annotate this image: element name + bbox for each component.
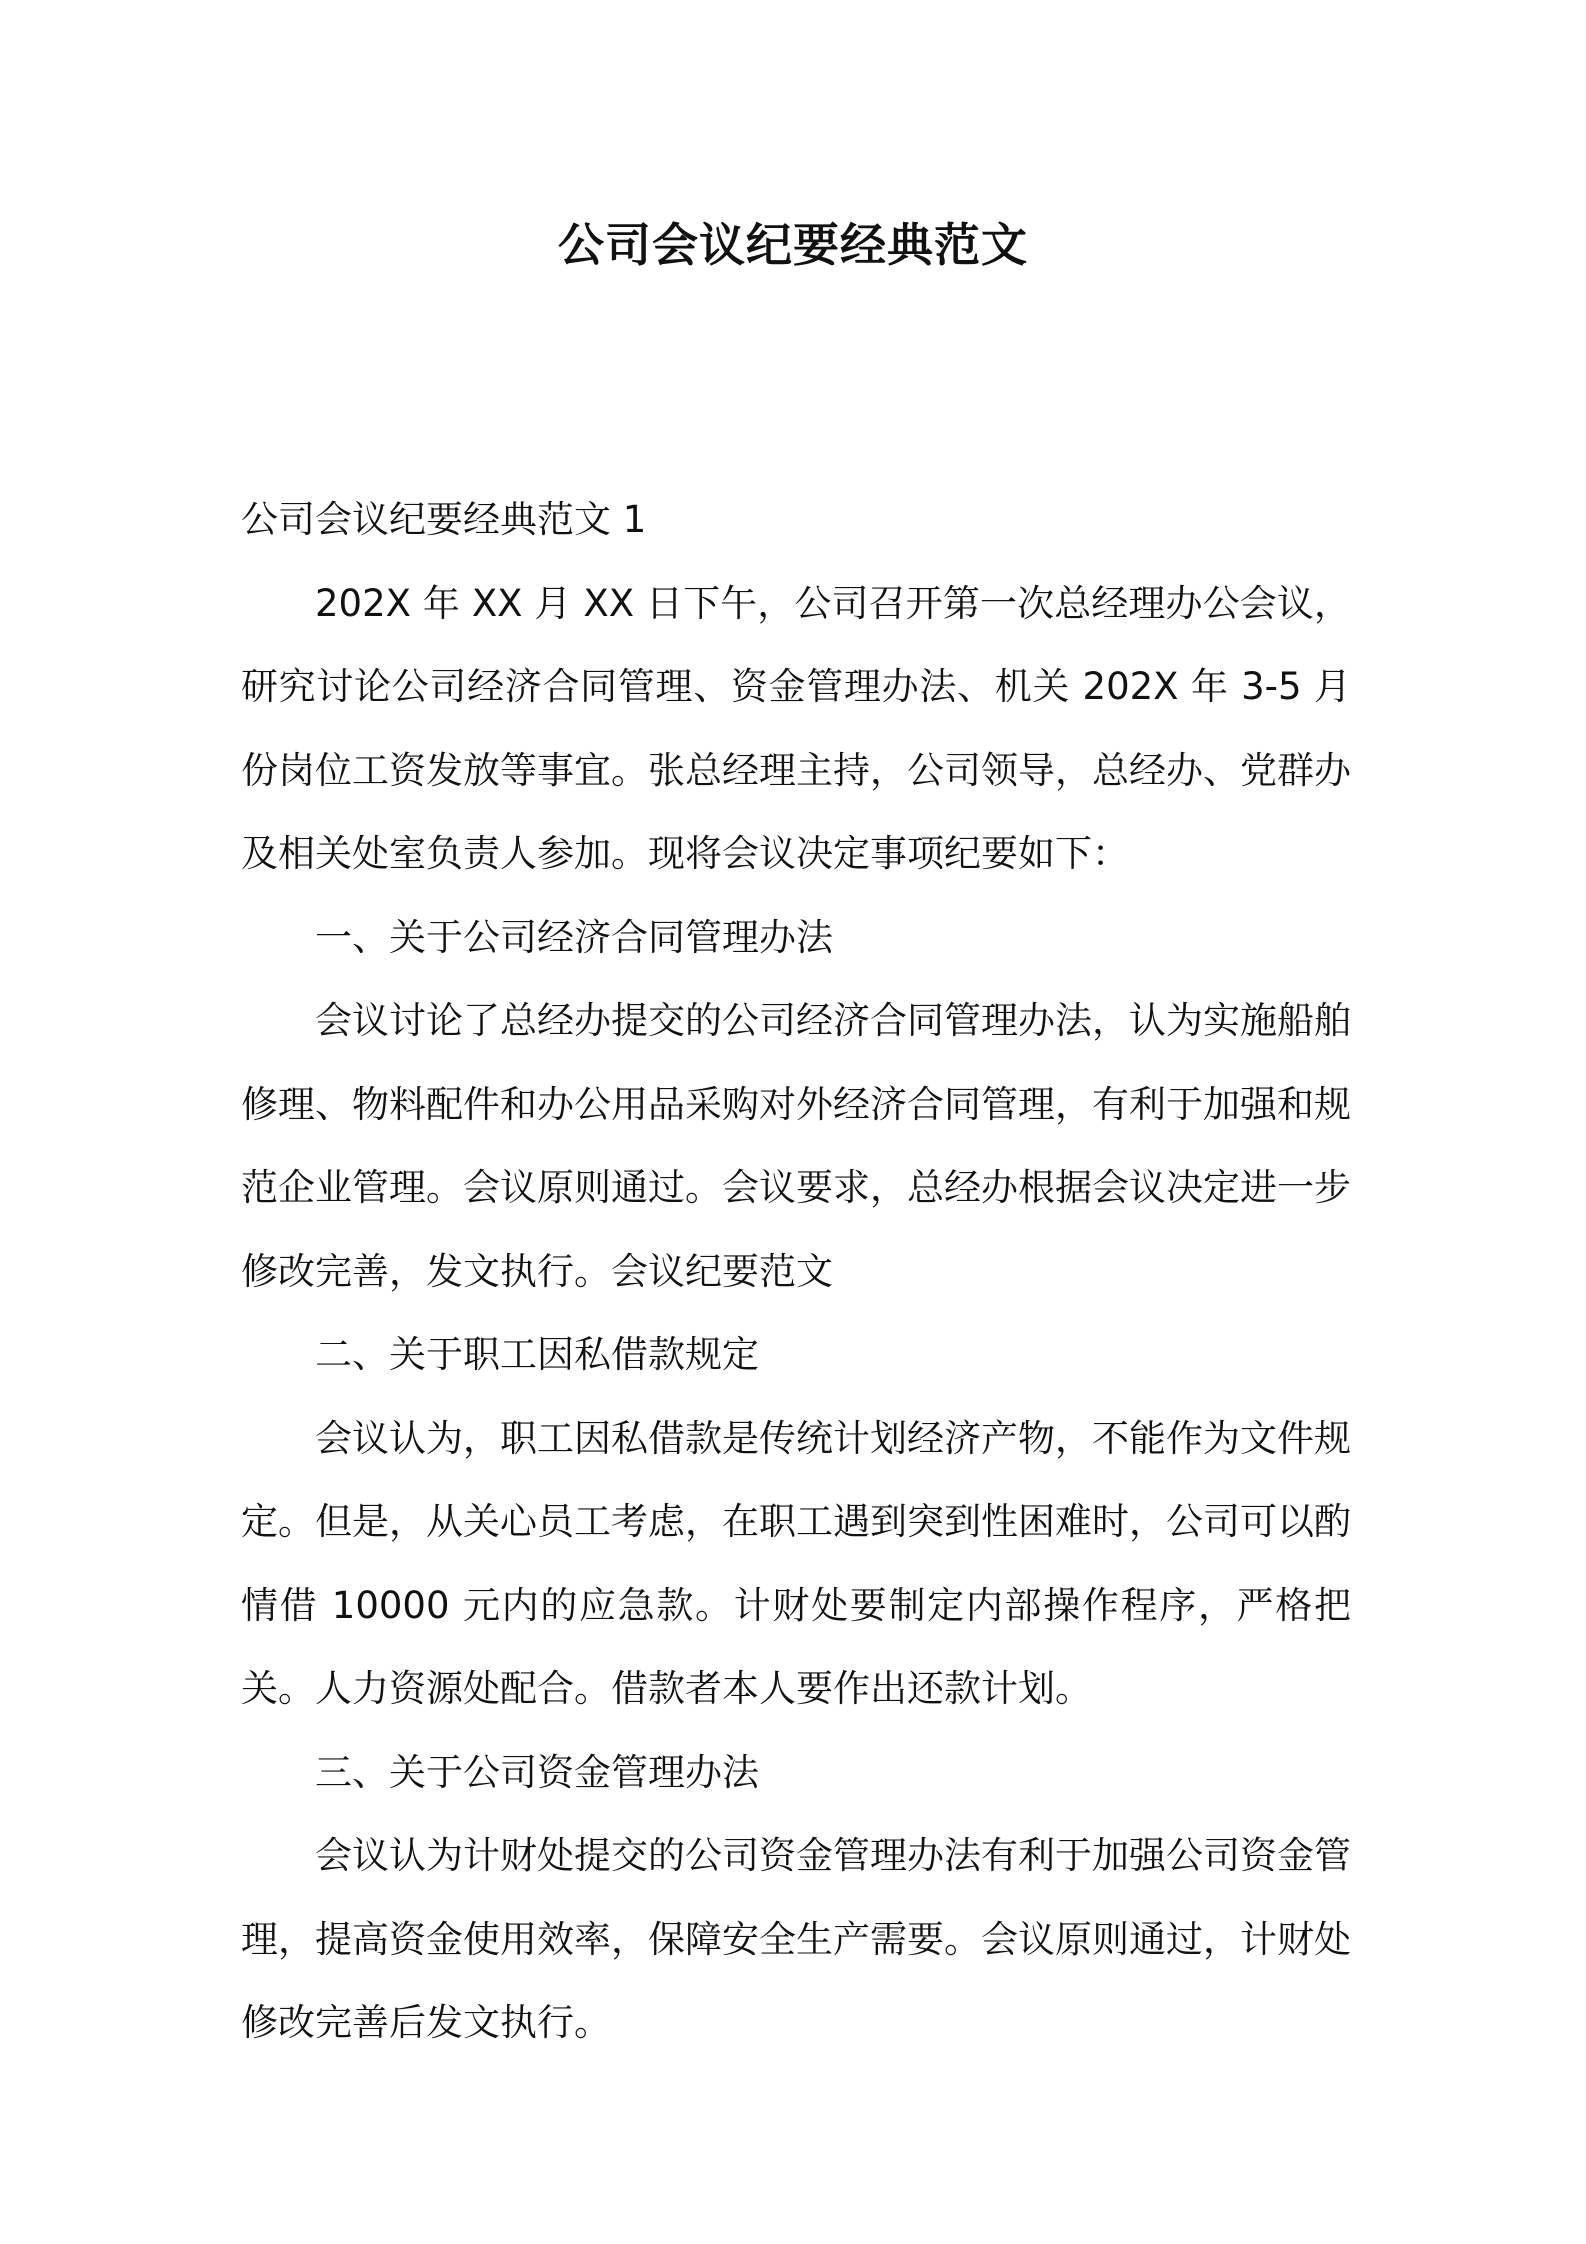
document-title: 公司会议纪要经典范文 [558, 218, 1028, 272]
paragraph-fund-management: 会议认为计财处提交的公司资金管理办法有利于加强公司资金管理，提高资金使用效率，保障安全生产需要。会议原则通过，计财处修改完善后发文执行。 [241, 1834, 1351, 2044]
heading-employee-loans: 二、关于职工因私借款规定 [315, 1333, 759, 1376]
heading-contract-management: 一、关于公司经济合同管理办法 [315, 915, 833, 959]
document-body [241, 478, 1351, 2065]
paragraph-contract-management: 会议讨论了总经办提交的公司经济合同管理办法，认为实施船舶修理、物料配件和办公用品采购对外经济合同管理，有利于加强和规范企业管理。会议原则通过。会议要求，总经办根据会议决定进一步修改完善，发文执行。会议纪要范文 [241, 999, 1351, 1293]
section-title: 公司会议纪要经典范文 1 [241, 498, 647, 541]
heading-fund-management: 三、关于公司资金管理办法 [315, 1750, 759, 1794]
paragraph-employee-loans: 会议认为，职工因私借款是传统计划经济产物，不能作为文件规定。但是，从关心员工考虑，在职工遇到突到性困难时，公司可以酌情借 10000 元内的应急款。计财处要制定内部操作程序，严格把关。人力资源处配合。借款者本人要作出还款计划。 [241, 1416, 1351, 1710]
intro-paragraph: 202X 年 XX 月 XX 日下午，公司召开第一次总经理办公会议，研究讨论公司经济合同管理、资金管理办法、机关 202X 年 3-5 月份岗位工资发放等事宜。张总经理主持，公司领导，总经办、党群办及相关处室负责人参加。现将会议决定事项纪要如下： [241, 581, 1351, 875]
